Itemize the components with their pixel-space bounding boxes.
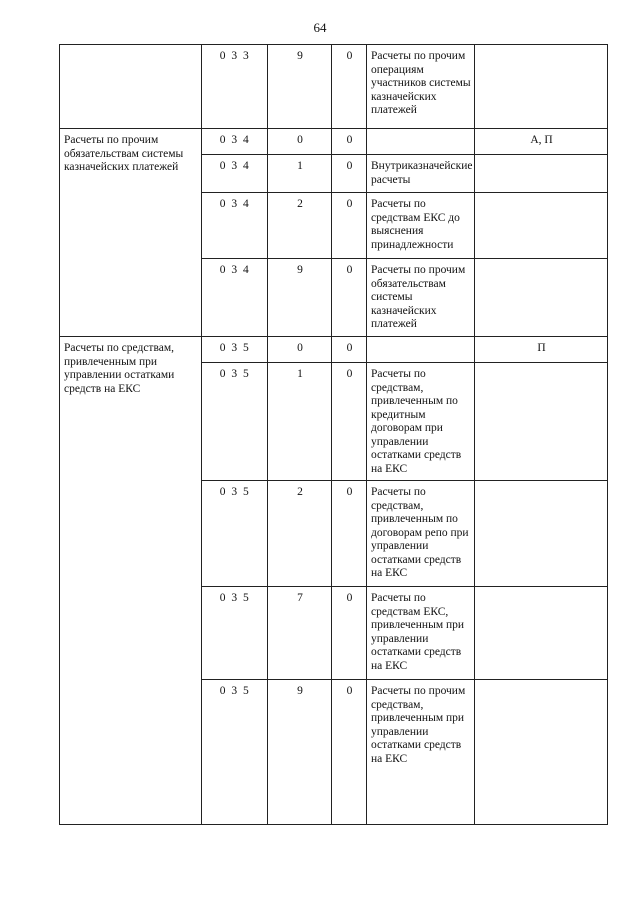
account-code: 0 3 5: [202, 587, 268, 680]
account-name: Расчеты по прочим операциям участников системы казначейских платежей: [367, 45, 475, 129]
account-code: 0 3 4: [202, 129, 268, 155]
account-subdigit: 0: [332, 587, 367, 680]
group-title: Расчеты по прочим обязательствам системы казначейских платежей: [60, 129, 202, 337]
account-mark: П: [475, 337, 608, 363]
account-digit: 7: [268, 587, 332, 680]
account-code: 0 3 4: [202, 259, 268, 337]
account-digit: 9: [268, 680, 332, 825]
account-digit: 0: [268, 337, 332, 363]
account-name: [367, 337, 475, 363]
account-code: 0 3 5: [202, 337, 268, 363]
account-digit: 2: [268, 193, 332, 259]
account-subdigit: 0: [332, 259, 367, 337]
page-number: 64: [313, 20, 327, 35]
account-mark: [475, 680, 608, 825]
account-subdigit: 0: [332, 363, 367, 481]
account-name: Внутриказначейские расчеты: [367, 155, 475, 193]
group-title: [60, 45, 202, 129]
account-digit: 0: [268, 129, 332, 155]
account-name: [367, 129, 475, 155]
account-digit: 2: [268, 481, 332, 587]
account-name: Расчеты по средствам, привлеченным по договорам репо при управлении остатками средств на ЕКС: [367, 481, 475, 587]
account-mark: [475, 259, 608, 337]
account-digit: 9: [268, 259, 332, 337]
account-digit: 1: [268, 363, 332, 481]
account-name: Расчеты по средствам ЕКС до выяснения принадлежности: [367, 193, 475, 259]
account-code: 0 3 4: [202, 155, 268, 193]
account-code: 0 3 4: [202, 193, 268, 259]
account-mark: [475, 481, 608, 587]
account-subdigit: 0: [332, 680, 367, 825]
account-mark: [475, 193, 608, 259]
account-subdigit: 0: [332, 193, 367, 259]
account-subdigit: 0: [332, 337, 367, 363]
account-subdigit: 0: [332, 45, 367, 129]
account-subdigit: 0: [332, 129, 367, 155]
account-mark: [475, 45, 608, 129]
table-row: [60, 45, 608, 129]
account-mark: А, П: [475, 129, 608, 155]
table-row: [60, 337, 608, 363]
account-name: Расчеты по прочим обязательствам системы казначейских платежей: [367, 259, 475, 337]
account-digit: 1: [268, 155, 332, 193]
account-code: 0 3 5: [202, 481, 268, 587]
account-name: Расчеты по средствам, привлеченным по кредитным договорам при управлении остатками средств на ЕКС: [367, 363, 475, 481]
account-code: 0 3 5: [202, 363, 268, 481]
table-row: [60, 129, 608, 155]
account-subdigit: 0: [332, 155, 367, 193]
account-mark: [475, 155, 608, 193]
account-name: Расчеты по прочим средствам, привлеченным при управлении остатками средств на ЕКС: [367, 680, 475, 825]
account-mark: [475, 363, 608, 481]
account-code: 0 3 3: [202, 45, 268, 129]
accounts-table: [59, 44, 608, 825]
account-digit: 9: [268, 45, 332, 129]
group-title: Расчеты по средствам, привлеченным при управлении остатками средств на ЕКС: [60, 337, 202, 825]
account-mark: [475, 587, 608, 680]
account-subdigit: 0: [332, 481, 367, 587]
account-code: 0 3 5: [202, 680, 268, 825]
account-name: Расчеты по средствам ЕКС, привлеченным при управлении остатками средств на ЕКС: [367, 587, 475, 680]
